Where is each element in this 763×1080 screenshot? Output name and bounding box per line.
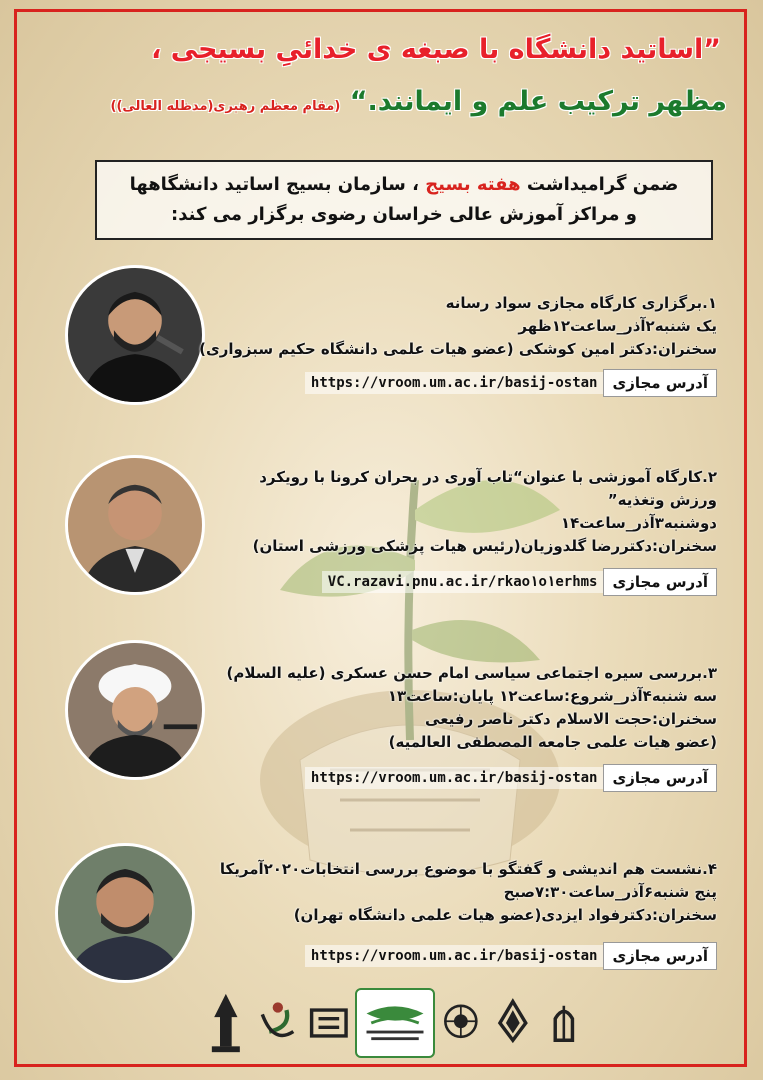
event-1 — [199, 292, 717, 361]
event-4-line-2: پنج شنبه۶آذر_ساعت۷:۳۰صبح — [503, 883, 717, 901]
event-1-address-label: آدرس مجازی — [603, 369, 717, 397]
event-3-address — [305, 764, 717, 792]
university-emblem-icon — [487, 988, 539, 1058]
event-2-line-2: ورزش وتغذیه” — [607, 491, 717, 509]
event-4-line-1: ۴.نشست هم اندیشی و گفتگو با موضوع بررسی انتخابات۲۰۲۰آمریکا — [219, 860, 717, 878]
event-4-line-3: سخنران:دکترفواد ایزدی(عضو هیات علمی دانشگاه تهران) — [293, 906, 717, 924]
logos-row — [200, 985, 590, 1060]
event-1-line-1: ۱.برگزاری کارگاه مجازی سواد رسانه — [445, 294, 717, 312]
university-emblem-icon — [252, 988, 304, 1058]
quote-line-1: ”اساتید دانشگاه با صبغه ی خدائیِ بسیجی ، — [151, 34, 721, 65]
speaker-4-photo — [55, 843, 195, 983]
quote-line-2-text: مظهر ترکیب علم و ایمانند.“ — [349, 86, 727, 117]
event-2-line-4: سخنران:دکتررضا گلدوزیان(رئیس هیات پزشکی ورزشی استان) — [252, 537, 717, 555]
speaker-2-photo — [65, 455, 205, 595]
event-3-url[interactable]: https://vroom.um.ac.ir/basij-ostan — [305, 767, 604, 789]
speaker-3-photo — [65, 640, 205, 780]
event-4-address-label: آدرس مجازی — [603, 942, 717, 970]
event-2-address-label: آدرس مجازی — [603, 568, 717, 596]
university-emblem-icon — [538, 988, 590, 1058]
university-emblem-icon — [435, 988, 487, 1058]
event-2 — [253, 466, 717, 558]
event-3-line-3: سخنران:حجت الاسلام دکتر ناصر رفیعی — [425, 710, 717, 728]
event-3-line-4: (عضو هیات علمی جامعه المصطفی العالمیه) — [388, 733, 717, 751]
event-1-line-2: یک شنبه۲آذر_ساعت۱۲ظهر — [518, 317, 717, 335]
event-4-url[interactable]: https://vroom.um.ac.ir/basij-ostan — [305, 945, 604, 967]
event-2-line-1: ۲.کارگاه آموزشی با عنوان“تاب آوری در بحران کرونا با رویکرد — [259, 468, 717, 486]
event-3 — [227, 662, 718, 754]
event-2-url[interactable]: VC.razavi.pnu.ac.ir/rkao۱o۱erhms — [322, 571, 604, 593]
event-3-line-1: ۳.بررسی سیره اجتماعی سیاسی امام حسن عسکری (علیه السلام) — [226, 664, 717, 682]
event-4-address — [305, 942, 717, 970]
university-emblem-icon — [200, 988, 252, 1058]
event-1-url[interactable]: https://vroom.um.ac.ir/basij-ostan — [305, 372, 604, 394]
intro-highlight: هفته بسیج — [425, 174, 521, 195]
event-3-line-2: سه شنبه۴آذر_شروع:ساعت۱۲ پایان:ساعت۱۳ — [387, 687, 717, 705]
intro-line-1 — [97, 170, 711, 200]
university-emblem-icon — [303, 988, 355, 1058]
quote-source: (مقام معظم رهبری(مدظله العالی)) — [110, 99, 341, 114]
event-1-line-3: سخنران:دکتر امین کوشکی (عضو هیات علمی دانشگاه حکیم سبزواری) — [199, 340, 717, 358]
intro-post: ، سازمان بسیج اساتید دانشگاهها — [129, 174, 419, 195]
intro-pre: ضمن گرامیداشت — [526, 174, 679, 195]
basij-organization-logo — [355, 988, 435, 1058]
event-4 — [220, 858, 717, 927]
event-2-line-3: دوشنبه۳آذر_ساعت۱۴ — [560, 514, 717, 532]
event-3-address-label: آدرس مجازی — [603, 764, 717, 792]
event-1-address — [305, 369, 717, 397]
quote-line-2 — [27, 86, 727, 117]
speaker-1-photo — [65, 265, 205, 405]
event-2-address — [322, 568, 717, 596]
intro-box — [95, 160, 713, 240]
intro-line-2: و مراکز آموزش عالی خراسان رضوی برگزار می کند: — [171, 204, 637, 225]
